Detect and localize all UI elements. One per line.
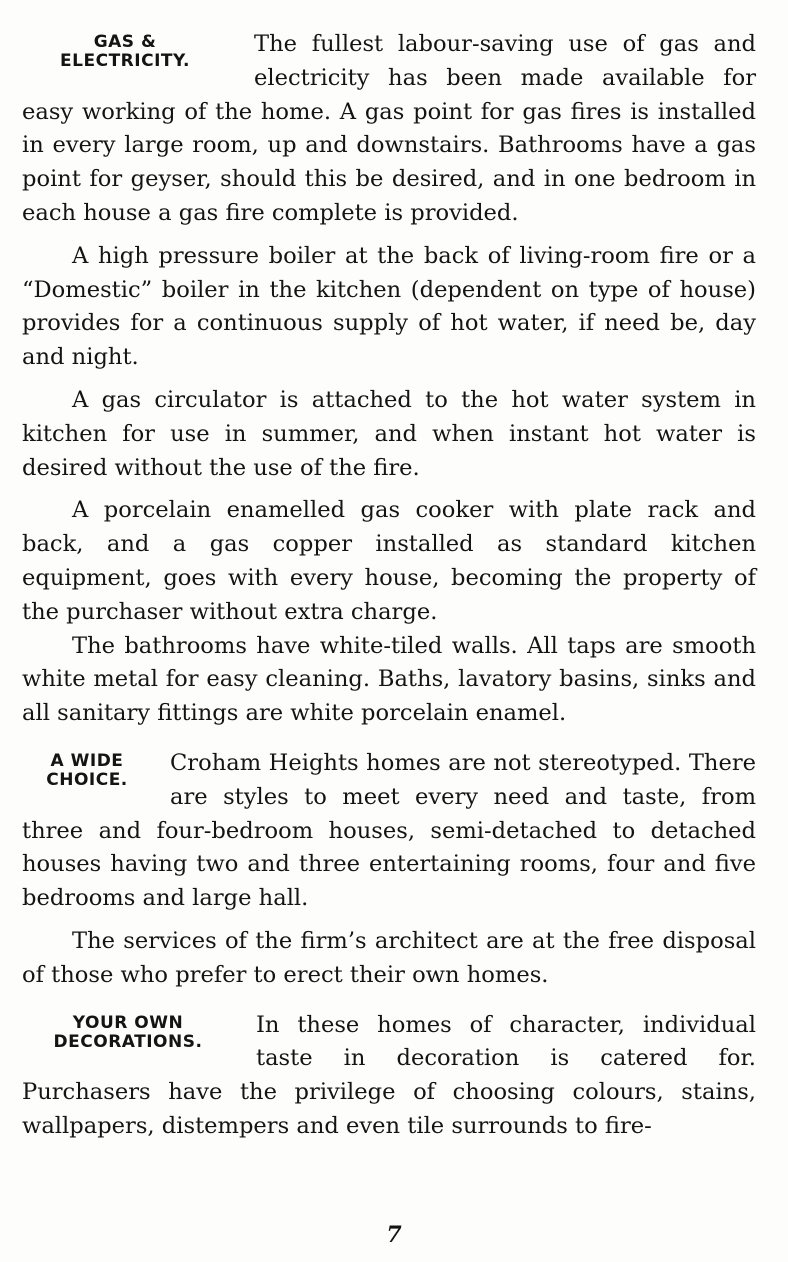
paragraph: Croham Heights homes are not stereotyped. There are styles to meet every need and taste, from three and four-bedroom houses, semi-detached to detached houses having two and three entertaining rooms, four and five bedrooms and large hall. <box>22 749 756 912</box>
section-your-own-decorations <box>22 1009 756 1144</box>
section-gas-electricity <box>22 28 756 731</box>
paragraph: In these homes of character, individual taste in decoration is catered for. Purchasers have the privilege of choosing colours, stains, wallpapers, distempers and even tile surrounds to fire- <box>22 1011 756 1139</box>
section-wide-choice <box>22 747 756 993</box>
side-heading-line: DECORATIONS. <box>53 1031 203 1052</box>
side-heading <box>22 752 152 790</box>
paragraph: A high pressure boiler at the back of living-room fire or a “Domestic” boiler in the kitchen (dependent on type of house) provides for a continuous supply of hot water, if need be, day and night. <box>22 242 756 371</box>
side-heading-line: CHOICE. <box>46 769 128 790</box>
page-number: 7 <box>386 1222 402 1248</box>
paragraph: The fullest labour-saving use of gas and electricity has been made available for easy working of the home. A gas point for gas fires is installed in every large room, up and downstairs. Bathrooms have a gas point for geyser, should this be desired, and in one bedroom in each house a gas fire complete is provided. <box>22 31 756 226</box>
page-body <box>22 28 756 1144</box>
side-heading <box>22 1014 234 1052</box>
paragraph: The services of the firm’s architect are at the free disposal of those who prefer to erect their own homes. <box>22 927 756 988</box>
side-heading-line: ELECTRICITY. <box>60 51 190 71</box>
side-heading <box>22 33 228 71</box>
paragraph: A porcelain enamelled gas cooker with plate rack and back, and a gas copper installed as standard kitchen equipment, goes with every house, becoming the property of the purchaser without extra charge. <box>22 497 756 625</box>
side-heading-line: GAS & <box>93 32 157 52</box>
paragraph: A gas circulator is attached to the hot water system in kitchen for use in summer, and when instant hot water is desired without the use of the fire. <box>22 386 756 481</box>
paragraph: The bathrooms have white-tiled walls. All taps are smooth white metal for easy cleaning. Baths, lavatory basins, sinks and all sanitary fittings are white porcelain enamel. <box>22 632 756 727</box>
side-heading-line: YOUR OWN <box>72 1012 184 1033</box>
side-heading-line: A WIDE <box>50 750 124 771</box>
